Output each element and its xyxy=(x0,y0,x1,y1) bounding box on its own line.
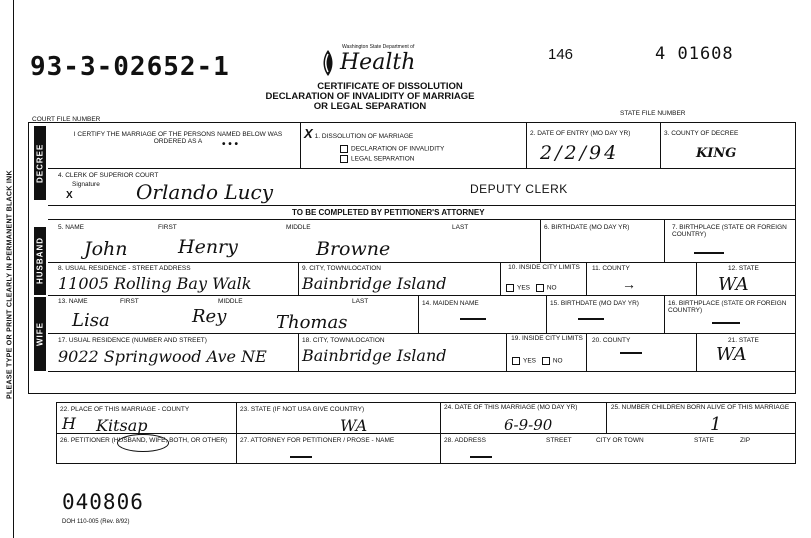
form-id: DOH 110-005 (Rev. 8/92) xyxy=(62,519,130,525)
county-decree-value[interactable]: KING xyxy=(696,146,737,161)
husband-birthplace-dash xyxy=(694,252,724,254)
husband-city-label: 9. CITY, TOWN/LOCATION xyxy=(302,265,381,272)
husband-name-label: 5. NAME xyxy=(58,224,85,231)
wife-city-label: 18. CITY, TOWN/LOCATION xyxy=(302,337,385,344)
husband-birthdate-label: 6. BIRTHDATE (MO DAY YR) xyxy=(544,224,630,231)
div-h1 xyxy=(540,219,541,262)
marriage-date-label: 24. DATE OF THIS MARRIAGE (MO DAY YR) xyxy=(444,404,578,411)
div-m3 xyxy=(606,402,607,433)
div-m2 xyxy=(440,402,441,464)
div-d2 xyxy=(526,122,527,168)
wife-state[interactable]: WA xyxy=(716,344,747,365)
husband-first[interactable]: John xyxy=(84,238,128,260)
div-w5 xyxy=(506,333,507,371)
wife-birthplace-label: 16. BIRTHPLACE (STATE OR FOREIGN COUNTRY) xyxy=(668,300,787,314)
wife-county-label: 20. COUNTY xyxy=(592,337,631,344)
wife-last[interactable]: Thomas xyxy=(276,312,348,333)
husband-sidebar: HUSBAND xyxy=(34,227,46,295)
wife-first[interactable]: Lisa xyxy=(72,310,110,331)
health-wordmark: Health xyxy=(340,50,416,75)
wife-inside-city-label: 19. INSIDE CITY LIMITS xyxy=(511,335,583,342)
title-line-2: DECLARATION OF INVALIDITY OF MARRIAGE xyxy=(265,91,475,102)
marriage-place[interactable]: Kitsap xyxy=(96,416,148,435)
separation-checkbox[interactable] xyxy=(340,155,348,163)
attorney-dash xyxy=(290,456,312,458)
clerk-label: 4. CLERK OF SUPERIOR COURT xyxy=(58,172,159,179)
attorney-label: 27. ATTORNEY FOR PETITIONER / PROSE - NAME xyxy=(240,437,395,444)
div-w6 xyxy=(586,333,587,371)
wife-inside-city-options: YES NO xyxy=(512,357,563,365)
zip-label: ZIP xyxy=(740,437,751,444)
decree-sidebar: DECREE xyxy=(34,126,46,200)
wife-birthplace-dash xyxy=(712,322,740,324)
wife-county-dash xyxy=(620,352,642,354)
husband-state-label: 12. STATE xyxy=(728,265,759,272)
rule-marriage xyxy=(56,433,796,434)
marriage-state[interactable]: WA xyxy=(340,416,368,435)
wife-sidebar: WIFE xyxy=(34,297,46,371)
husband-inside-city-label: 10. INSIDE CITY LIMITS xyxy=(508,264,580,271)
rule-wife-1 xyxy=(48,333,796,334)
div-w7 xyxy=(696,333,697,371)
street-label: STREET xyxy=(546,437,572,444)
husband-first-label: FIRST xyxy=(158,224,177,231)
wife-yes-checkbox[interactable] xyxy=(512,357,520,365)
wife-residence-label: 17. USUAL RESIDENCE (NUMBER AND STREET) xyxy=(58,337,207,344)
title-line-3: OR LEGAL SEPARATION xyxy=(313,101,427,112)
div-m1 xyxy=(236,402,237,464)
deputy-clerk: DEPUTY CLERK xyxy=(470,182,568,196)
petitioner-husband-circle xyxy=(117,434,169,452)
div-w1 xyxy=(418,295,419,333)
husband-yes-checkbox[interactable] xyxy=(506,284,514,292)
footer-number: 040806 xyxy=(62,490,144,514)
husband-city[interactable]: Bainbridge Island xyxy=(302,274,447,293)
clerk-signature[interactable]: Orlando Lucy xyxy=(136,180,274,204)
wife-first-label: FIRST xyxy=(120,298,139,305)
div-h6 xyxy=(696,262,697,295)
marriage-place-label: 22. PLACE OF THIS MARRIAGE - COUNTY xyxy=(60,406,190,413)
wife-middle[interactable]: Rey xyxy=(192,306,227,327)
wife-birthdate-dash xyxy=(578,318,604,320)
div-h2 xyxy=(664,219,665,262)
petitioner-label: 26. PETITIONER (HUSBAND, WIFE, BOTH, OR OTHER) xyxy=(60,437,228,444)
div-h3 xyxy=(298,262,299,295)
div-w2 xyxy=(546,295,547,333)
husband-county-label: 11. COUNTY xyxy=(592,265,630,272)
children-label: 25. NUMBER CHILDREN BORN ALIVE OF THIS MARRIAGE xyxy=(610,404,790,411)
div-w4 xyxy=(298,333,299,371)
div-w3 xyxy=(664,295,665,333)
rule-decree-1 xyxy=(48,168,796,169)
wife-maiden-label: 14. MAIDEN NAME xyxy=(422,300,479,307)
husband-state[interactable]: WA xyxy=(718,274,749,295)
husband-no-checkbox[interactable] xyxy=(536,284,544,292)
children-count[interactable]: 1 xyxy=(710,414,722,435)
health-agency: Washington State Department of xyxy=(342,44,415,50)
div-h5 xyxy=(586,262,587,295)
husband-last[interactable]: Browne xyxy=(316,238,391,260)
certify-label: I CERTIFY THE MARRIAGE OF THE PERSONS NAMED BELOW WAS ORDERED AS A xyxy=(73,131,283,145)
rule-decree-2 xyxy=(48,205,796,206)
dissolution-option: X 1. DISSOLUTION OF MARRIAGE xyxy=(304,126,414,141)
wife-name-label: 13. NAME xyxy=(58,298,88,305)
county-decree-label: 3. COUNTY OF DECREE xyxy=(664,130,739,137)
husband-last-label: LAST xyxy=(452,224,469,231)
rule-banner xyxy=(48,219,796,220)
rule-wife-2 xyxy=(48,371,796,372)
invalidity-checkbox[interactable] xyxy=(340,145,348,153)
marriage-date[interactable]: 6-9-90 xyxy=(504,416,553,434)
husband-middle-label: MIDDLE xyxy=(286,224,311,231)
address-dash xyxy=(470,456,492,458)
div-h4 xyxy=(500,262,501,295)
page-number: 146 xyxy=(548,46,574,63)
petitioner-value[interactable]: H xyxy=(62,414,76,433)
husband-residence[interactable]: 11005 Rolling Bay Walk xyxy=(58,274,252,293)
entry-date-label: 2. DATE OF ENTRY (MO DAY YR) xyxy=(530,130,631,137)
wife-residence[interactable]: 9022 Springwood Ave NE xyxy=(58,347,267,366)
dissolution-mark[interactable]: X xyxy=(304,126,313,141)
health-logo xyxy=(318,44,428,80)
state-file-number: 4 01608 xyxy=(655,44,734,64)
entry-date-value[interactable]: 2/2/94 xyxy=(540,142,620,164)
invalidity-option: DECLARATION OF INVALIDITY xyxy=(340,145,444,153)
signature-label: Signature xyxy=(72,181,100,188)
separation-option: LEGAL SEPARATION xyxy=(340,155,414,163)
div-d3 xyxy=(660,122,661,168)
health-logo-icon xyxy=(318,48,338,78)
wife-middle-label: MIDDLE xyxy=(218,298,243,305)
husband-inside-city-options: YES NO xyxy=(506,284,557,292)
court-file-label: COURT FILE NUMBER xyxy=(32,116,101,123)
wife-birthdate-label: 15. BIRTHDATE (MO DAY YR) xyxy=(550,300,639,307)
address-state-label: STATE xyxy=(694,437,714,444)
husband-middle[interactable]: Henry xyxy=(178,236,238,258)
side-instruction: PLEASE TYPE OR PRINT CLEARLY IN PERMANENT BLACK INK xyxy=(6,170,14,400)
rule-husband-1 xyxy=(48,262,796,263)
rule-husband-2 xyxy=(48,295,796,296)
title-line-1: CERTIFICATE OF DISSOLUTION xyxy=(317,81,463,92)
husband-county-arrow: → xyxy=(622,276,636,292)
form-title xyxy=(228,82,512,112)
signature-x: X xyxy=(66,190,73,201)
address-label: 28. ADDRESS xyxy=(444,437,486,444)
wife-no-checkbox[interactable] xyxy=(542,357,550,365)
state-file-label: STATE FILE NUMBER xyxy=(620,110,686,117)
court-file-number: 93-3-02652-1 xyxy=(30,52,230,82)
wife-maiden-dash xyxy=(460,318,486,320)
certify-dots: • • • xyxy=(222,139,239,150)
petitioner-banner: TO BE COMPLETED BY PETITIONER'S ATTORNEY xyxy=(292,208,485,217)
wife-last-label: LAST xyxy=(352,298,369,305)
wife-state-label: 21. STATE xyxy=(728,337,759,344)
wife-city[interactable]: Bainbridge Island xyxy=(302,346,447,365)
husband-birthplace-label: 7. BIRTHPLACE (STATE OR FOREIGN COUNTRY) xyxy=(672,224,787,238)
div-d1 xyxy=(300,122,301,168)
husband-residence-label: 8. USUAL RESIDENCE - STREET ADDRESS xyxy=(58,265,191,272)
city-town-label: CITY OR TOWN xyxy=(596,437,644,444)
marriage-state-label: 23. STATE (IF NOT USA GIVE COUNTRY) xyxy=(240,406,365,413)
